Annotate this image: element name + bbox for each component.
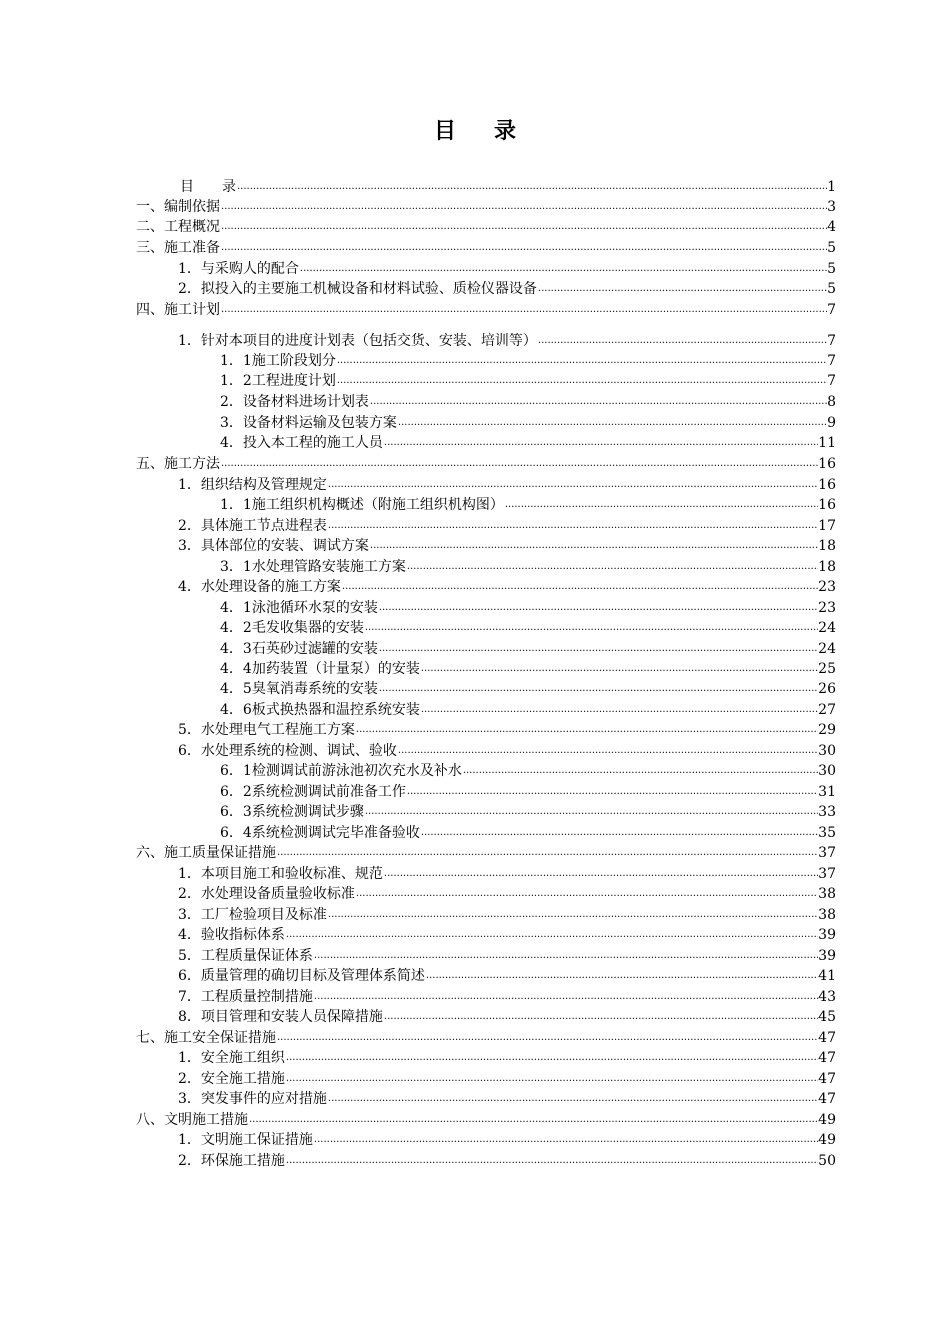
dot-leader [356,724,818,736]
toc-entry[interactable] [220,658,836,678]
dot-leader [356,888,818,900]
toc-entry[interactable] [178,945,836,965]
dot-leader [407,786,818,798]
dot-leader [314,950,818,962]
dot-leader [370,540,818,552]
toc-entry-page-number: 23 [818,579,836,595]
toc-entry[interactable] [220,370,836,390]
toc-entry-label: 目 录 [180,179,236,195]
dot-leader [538,283,827,295]
toc-entry[interactable] [178,330,836,350]
toc-entry-page-number: 37 [818,845,836,861]
toc-entry-label: 1．1施工阶段划分 [220,353,336,369]
toc-entry-label: 4．投入本工程的施工人员 [220,435,383,451]
dot-leader [505,499,818,511]
toc-entry-page-number: 5 [827,261,836,277]
toc-entry-label: 1．2工程进度计划 [220,373,336,389]
dot-leader [379,602,818,614]
toc-entry-page-number: 16 [818,497,836,513]
toc-entry-label: 6．1检测调试前游泳池初次充水及补水 [220,763,462,779]
dot-leader [249,1114,818,1126]
toc-entry-page-number: 11 [818,435,836,451]
toc-entry[interactable] [220,638,836,658]
toc-entry-label: 4．3石英砂过滤罐的安装 [220,641,378,657]
toc-entry-label: 二、工程概况 [136,219,220,235]
toc-entry[interactable] [220,494,836,514]
toc-title: 目录 [433,119,554,144]
dot-leader [328,520,818,532]
dot-leader [365,622,818,634]
toc-entry-page-number: 9 [827,415,836,431]
toc-entry-label: 3．1水处理管路安装施工方案 [220,559,406,575]
dot-leader [342,581,818,593]
toc-entry-label: 3．工厂检验项目及标准 [178,907,327,923]
toc-entry-label: 6．2系统检测调试前准备工作 [220,784,406,800]
toc-entry-page-number: 30 [818,743,836,759]
toc-entry-page-number: 35 [818,825,836,841]
toc-entry-label: 2．安全施工措施 [178,1071,285,1087]
toc-entry[interactable] [136,842,836,862]
toc-entry-page-number: 39 [818,927,836,943]
toc-entry-label: 4．4加药装置（计量泵）的安装 [220,661,420,677]
toc-entry-page-number: 47 [818,1091,836,1107]
toc-entry-label: 四、施工计划 [136,302,220,318]
dot-leader [421,704,818,716]
toc-entry[interactable] [136,1109,836,1129]
toc-entry-page-number: 41 [818,968,836,984]
dot-leader [328,1093,818,1105]
toc-entry[interactable] [136,196,836,216]
toc-entry[interactable] [220,760,836,780]
toc-entry-label: 三、施工准备 [136,240,220,256]
toc-entry-label: 1．本项目施工和验收标准、规范 [178,866,383,882]
dot-leader [300,263,827,275]
toc-entry-label: 4．水处理设备的施工方案 [178,579,341,595]
toc-entry-page-number: 7 [827,373,836,389]
toc-entry[interactable] [180,176,836,196]
toc-entry[interactable] [136,237,836,257]
toc-entry-page-number: 16 [818,477,836,493]
toc-entry[interactable] [178,740,836,760]
toc-entry-label: 六、施工质量保证措施 [136,845,276,861]
dot-leader [328,909,818,921]
toc-entry-label: 5．水处理电气工程施工方案 [178,722,355,738]
dot-leader [337,355,827,367]
toc-entry[interactable] [220,822,836,842]
toc-entry[interactable] [220,781,836,801]
dot-leader [384,868,818,880]
dot-leader [286,1155,818,1167]
toc-entry-page-number: 7 [827,333,836,349]
toc-entry-label: 5．工程质量保证体系 [178,948,313,964]
toc-entry[interactable] [178,986,836,1006]
toc-entry-label: 4．1泳池循环水泵的安装 [220,600,378,616]
toc-entry-label: 4．2毛发收集器的安装 [220,620,364,636]
toc-entry-page-number: 29 [818,722,836,738]
toc-entry[interactable] [136,1027,836,1047]
toc-entry[interactable] [178,1088,836,1108]
toc-entry-label: 3．设备材料运输及包装方案 [220,415,397,431]
toc-entry-page-number: 49 [818,1132,836,1148]
toc-entry-page-number: 49 [818,1112,836,1128]
dot-leader [221,221,827,233]
dot-leader [384,1011,818,1023]
toc-entry-label: 2．具体施工节点进程表 [178,518,327,534]
toc-entry-page-number: 8 [827,394,836,410]
toc-entry-label: 1．1施工组织机构概述（附施工组织机构图） [220,497,504,513]
toc-entry-label: 五、施工方法 [136,456,220,472]
toc-entry-page-number: 4 [827,219,836,235]
toc-entry-label: 2．设备材料进场计划表 [220,394,369,410]
toc-entry-page-number: 31 [818,784,836,800]
toc-entry[interactable] [178,258,836,278]
toc-entry-page-number: 7 [827,353,836,369]
toc-entry[interactable] [178,1129,836,1149]
toc-entry-page-number: 17 [818,518,836,534]
toc-entry-label: 8．项目管理和安装人员保障措施 [178,1009,383,1025]
toc-entry-page-number: 27 [818,702,836,718]
toc-entry[interactable] [178,965,836,985]
toc-entry[interactable] [178,924,836,944]
toc-entry-page-number: 16 [818,456,836,472]
toc-entry-label: 1．安全施工组织 [178,1050,285,1066]
toc-entry-label: 七、施工安全保证措施 [136,1030,276,1046]
toc-entry-page-number: 3 [827,199,836,215]
dot-leader [237,181,827,193]
toc-entry-page-number: 18 [818,559,836,575]
toc-entry-page-number: 18 [818,538,836,554]
toc-entry-label: 4．验收指标体系 [178,927,285,943]
toc-entry[interactable] [178,883,836,903]
toc-entry-page-number: 37 [818,866,836,882]
dot-leader [328,479,818,491]
toc-entry[interactable] [178,576,836,596]
dot-leader [314,1134,818,1146]
toc-entry[interactable] [178,904,836,924]
toc-entry-page-number: 1 [827,179,836,195]
dot-leader [221,458,818,470]
toc-entry[interactable] [220,432,836,452]
dot-leader [286,1073,818,1085]
toc-entry-page-number: 43 [818,989,836,1005]
toc-entry[interactable] [220,597,836,617]
toc-entry[interactable] [178,1047,836,1067]
dot-leader [337,375,827,387]
dot-leader [463,765,818,777]
dot-leader [407,561,818,573]
dot-leader [398,417,827,429]
toc-entry-page-number: 5 [827,281,836,297]
toc-entry[interactable] [220,412,836,432]
toc-entry[interactable] [220,617,836,637]
dot-leader [538,335,827,347]
toc-entry-label: 2．拟投入的主要施工机械设备和材料试验、质检仪器设备 [178,281,537,297]
toc-entry-page-number: 50 [818,1153,836,1169]
toc-entry[interactable] [220,391,836,411]
toc-entry-page-number: 47 [818,1050,836,1066]
toc-entry[interactable] [178,863,836,883]
toc-entry-page-number: 47 [818,1030,836,1046]
toc-entry[interactable] [178,1150,836,1170]
dot-leader [221,242,827,254]
toc-entry-label: 3．突发事件的应对措施 [178,1091,327,1107]
toc-entry[interactable] [178,278,836,298]
toc-entry-page-number: 38 [818,907,836,923]
toc-entry-label: 4．6板式换热器和温控系统安装 [220,702,420,718]
dot-leader [421,663,818,675]
toc-entry[interactable] [178,535,836,555]
toc-entry-label: 6．4系统检测调试完毕准备验收 [220,825,420,841]
toc-entry-label: 6．水处理系统的检测、调试、验收 [178,743,397,759]
toc-entry-label: 1．组织结构及管理规定 [178,477,327,493]
toc-entry[interactable] [136,216,836,236]
toc-entry-page-number: 33 [818,804,836,820]
toc-entry-page-number: 47 [818,1071,836,1087]
dot-leader [277,1032,818,1044]
toc-entry-label: 1．针对本项目的进度计划表（包括交货、安装、培训等） [178,333,537,349]
toc-entry[interactable] [220,699,836,719]
toc-entry[interactable] [136,299,836,319]
toc-entry-label: 2．环保施工措施 [178,1153,285,1169]
toc-entry[interactable] [178,515,836,535]
dot-leader [277,847,818,859]
toc-entry-page-number: 38 [818,886,836,902]
toc-entry-label: 7．工程质量控制措施 [178,989,313,1005]
toc-entry-label: 1．文明施工保证措施 [178,1132,313,1148]
dot-leader [379,683,818,695]
dot-leader [314,991,818,1003]
toc-entry-page-number: 30 [818,763,836,779]
toc-entry-label: 4．5臭氧消毒系统的安装 [220,681,378,697]
toc-entry[interactable] [136,453,836,473]
toc-entry-page-number: 39 [818,948,836,964]
toc-entry[interactable] [178,719,836,739]
dot-leader [286,1052,818,1064]
toc-entry[interactable] [220,350,836,370]
toc-entry[interactable] [220,556,836,576]
toc-entry-page-number: 26 [818,681,836,697]
toc-entry-page-number: 7 [827,302,836,318]
toc-entry-page-number: 25 [818,661,836,677]
toc-entry[interactable] [178,1068,836,1088]
toc-entry-label: 八、文明施工措施 [136,1112,248,1128]
dot-leader [286,929,818,941]
toc-entry-label: 3．具体部位的安装、调试方案 [178,538,369,554]
toc-entry-label: 6．3系统检测调试步骤 [220,804,364,820]
toc-entry-label: 1．与采购人的配合 [178,261,299,277]
toc-entry-page-number: 24 [818,620,836,636]
toc-entry[interactable] [220,678,836,698]
toc-entry[interactable] [220,801,836,821]
toc-entry-label: 一、编制依据 [136,199,220,215]
toc-entry[interactable] [178,474,836,494]
dot-leader [221,304,827,316]
toc-entry-page-number: 23 [818,600,836,616]
toc-entry-label: 2．水处理设备质量验收标准 [178,886,355,902]
toc-entry[interactable] [178,1006,836,1026]
toc-entry-page-number: 24 [818,641,836,657]
toc-entry-label: 6．质量管理的确切目标及管理体系简述 [178,968,425,984]
dot-leader [426,970,818,982]
dot-leader [421,827,818,839]
toc-entry-page-number: 5 [827,240,836,256]
dot-leader [365,806,818,818]
dot-leader [398,745,818,757]
dot-leader [221,201,827,213]
dot-leader [384,437,818,449]
dot-leader [379,643,818,655]
toc-entry-page-number: 45 [818,1009,836,1025]
dot-leader [370,396,827,408]
